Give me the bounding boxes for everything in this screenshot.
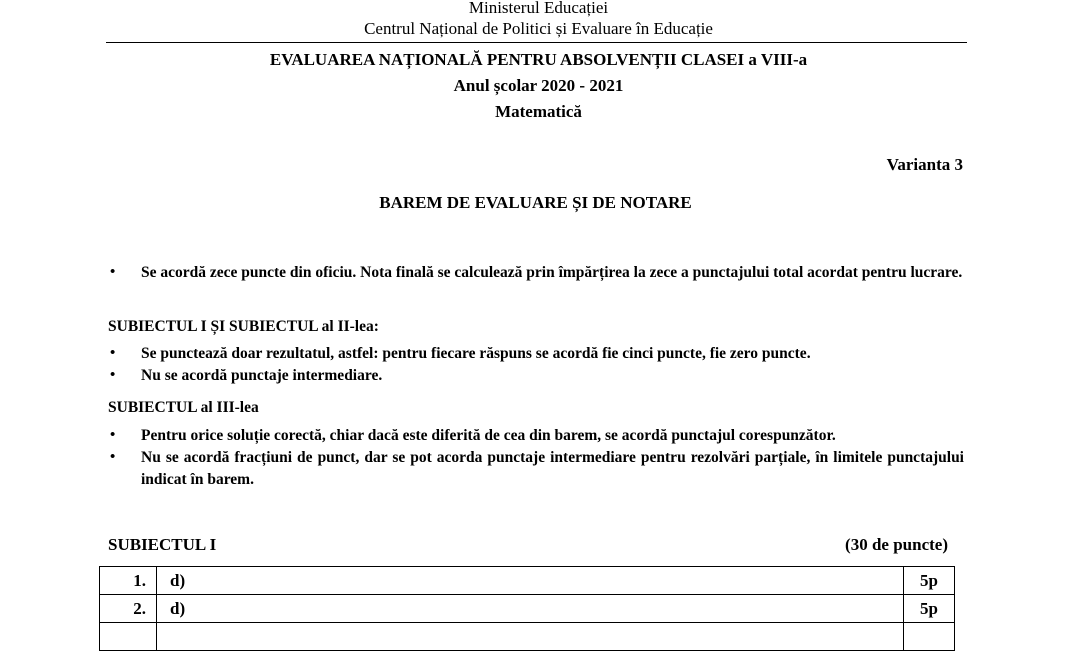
list-item-text: Pentru orice soluție corectă, chiar dacă este diferită de cea din barem, se acordă punctajul corespunzător. (141, 427, 836, 444)
list-item-text: Nu se acordă punctaje intermediare. (141, 367, 383, 384)
school-year: Anul școlar 2020 - 2021 (453, 76, 624, 95)
list-item-subject-III-2 (110, 447, 964, 490)
variant-label: Varianta 3 (886, 155, 963, 174)
section-label-subject-III: SUBIECTUL al III-lea (108, 399, 259, 416)
list-item-subject-I-II-2 (110, 365, 964, 387)
answer-cell: d) (157, 595, 904, 623)
section-label-subject-I-II: SUBIECTUL I ȘI SUBIECTUL al II-lea: (108, 318, 379, 335)
ministry-header: Ministerul Educației (468, 0, 609, 17)
center-header: Centrul Național de Politici și Evaluare în Educație (364, 19, 713, 38)
list-item-text: Se acordă zece puncte din oficiu. Nota finală se calculează prin împărțirea la zece a punctajului total acordat pentru lucrare. (141, 264, 963, 281)
bullet-icon: • (110, 367, 116, 383)
subject-I-heading: SUBIECTUL I (108, 535, 217, 554)
barem-title: BAREM DE EVALUARE ȘI DE NOTARE (379, 193, 692, 212)
list-item-general-1 (110, 262, 964, 284)
list-item-text: Nu se acordă fracțiuni de punct, dar se pot acorda punctaje intermediare pentru rezolvări parțiale, în limitele punctajului indicat în barem. (141, 449, 964, 488)
subject-I-points: (30 de puncte) (845, 535, 948, 554)
list-item-subject-I-II-1 (110, 343, 964, 365)
points-cell: 5p (904, 567, 955, 595)
bullet-icon: • (110, 427, 116, 443)
subject-name: Matematică (495, 102, 582, 121)
question-number: 1. (100, 567, 157, 595)
exam-title: EVALUAREA NAȚIONALĂ PENTRU ABSOLVENȚII CLASEI a VIII-a (269, 50, 808, 69)
question-number: 2. (100, 595, 157, 623)
points-cell: 5p (904, 595, 955, 623)
list-item-subject-III-1 (110, 425, 964, 447)
list-item-text: Se punctează doar rezultatul, astfel: pentru fiecare răspuns se acordă fie cinci puncte, fie zero puncte. (141, 345, 811, 362)
answer-cell: d) (157, 567, 904, 595)
bullet-icon: • (110, 345, 116, 361)
table-row (100, 567, 955, 595)
header-divider (106, 42, 967, 43)
bullet-icon: • (110, 264, 116, 280)
table-row (100, 595, 955, 623)
bullet-icon: • (110, 449, 116, 465)
answer-table (99, 566, 955, 651)
